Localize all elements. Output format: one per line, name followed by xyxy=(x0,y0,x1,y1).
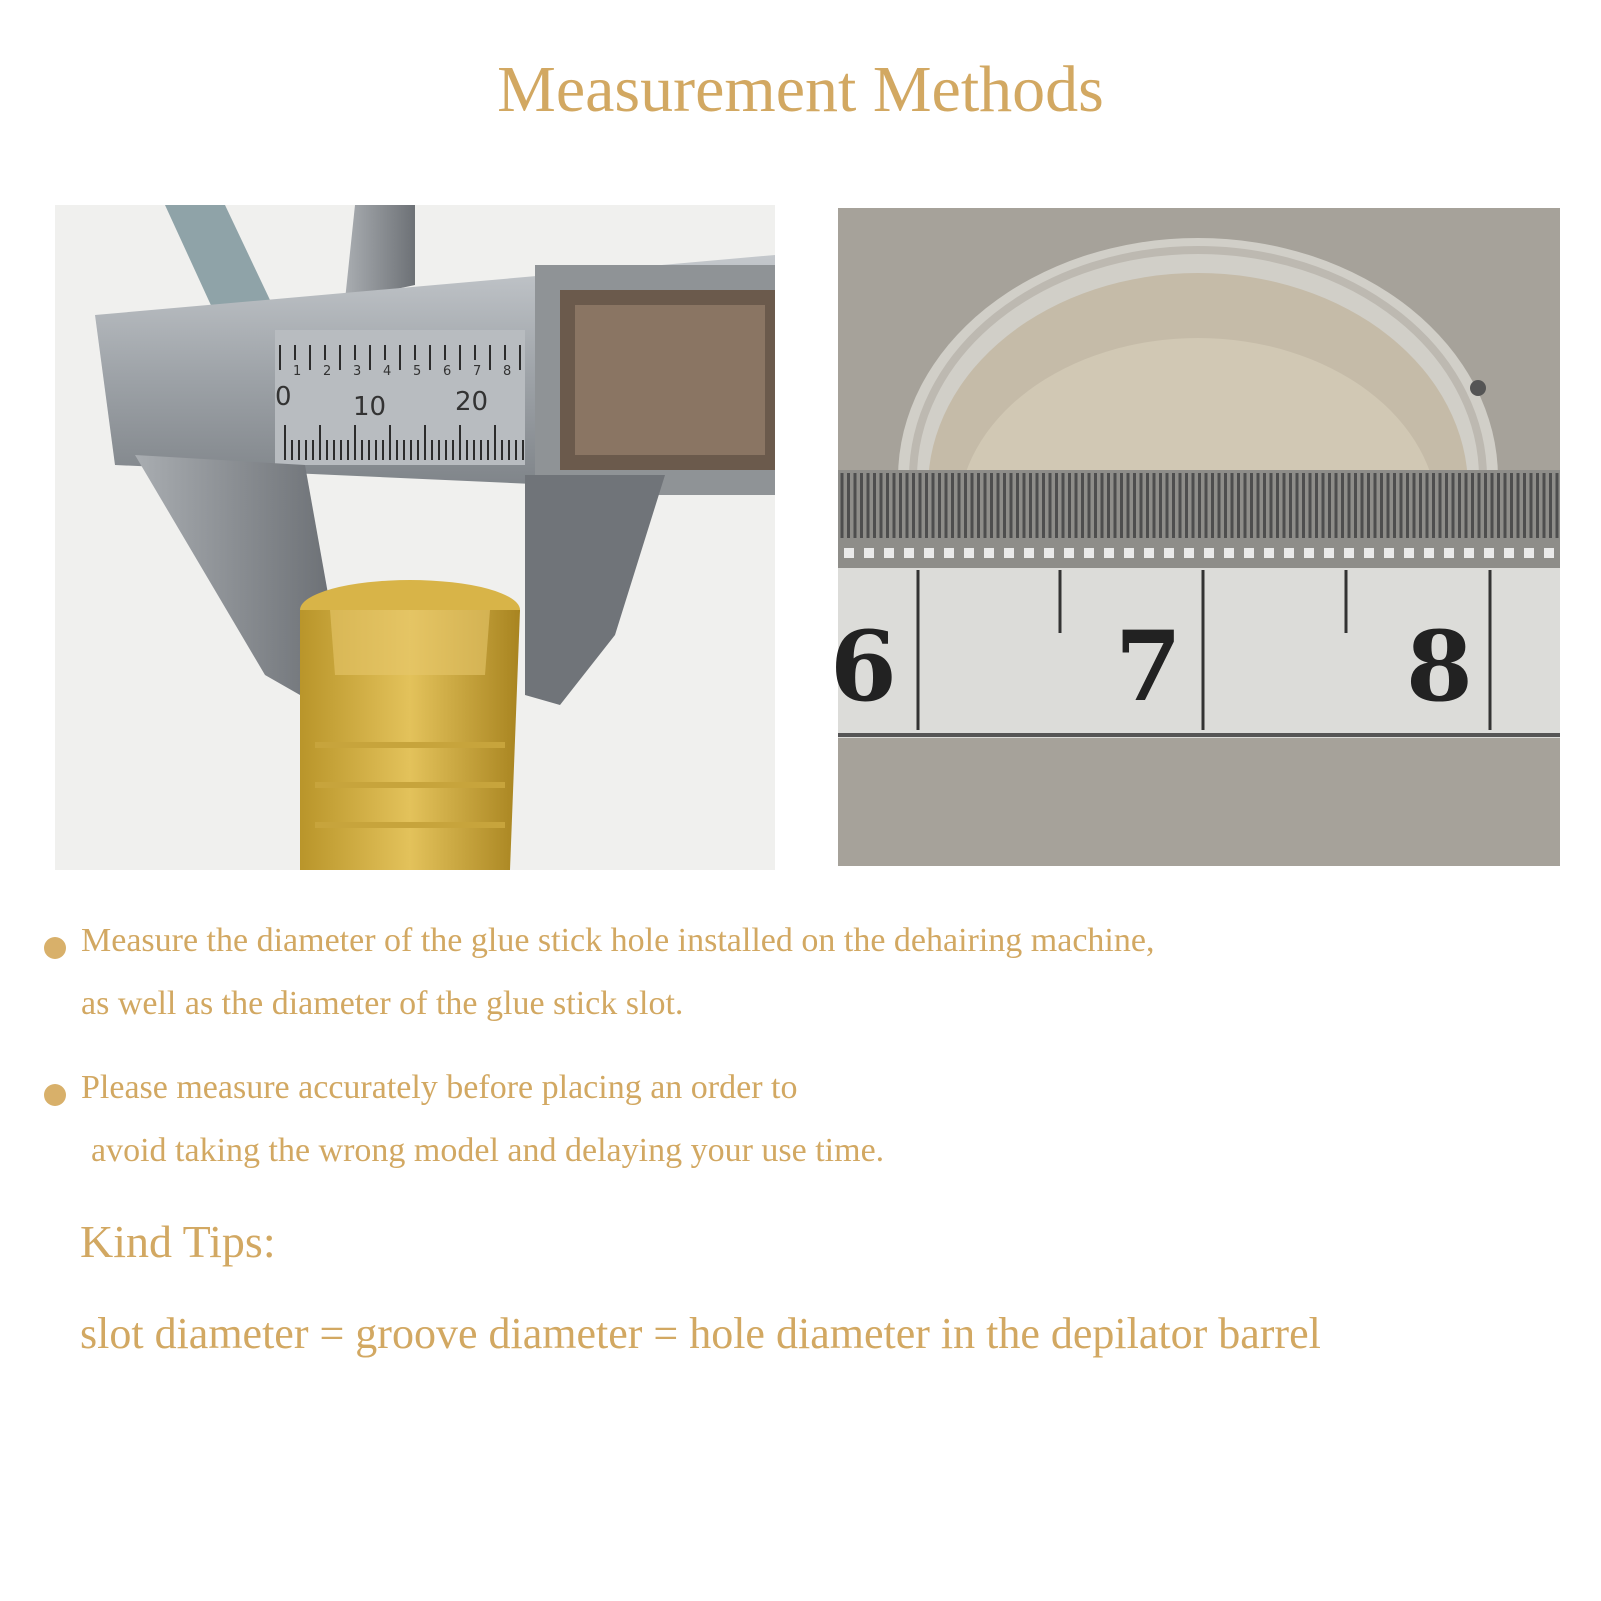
ruler-dot xyxy=(1344,548,1354,558)
bullet-text-line: as well as the diameter of the glue stick slot. xyxy=(81,985,684,1022)
ruler-dot xyxy=(864,548,874,558)
ruler-dot xyxy=(1424,548,1434,558)
ruler-dot xyxy=(1264,548,1274,558)
ruler-dot xyxy=(1504,548,1514,558)
ruler-dot xyxy=(884,548,894,558)
bullet-text-line: Measure the diameter of the glue stick hole installed on the dehairing machine, xyxy=(81,922,1155,959)
ruler-dot xyxy=(1444,548,1454,558)
ruler-dot xyxy=(964,548,974,558)
ruler-dot xyxy=(1464,548,1474,558)
bullet-text-line: Please measure accurately before placing an order to xyxy=(81,1069,798,1106)
ruler-dot xyxy=(1384,548,1394,558)
ruler-dot xyxy=(1224,548,1234,558)
vernier-digit: 1 xyxy=(293,364,302,379)
ruler-dot xyxy=(1544,548,1554,558)
ruler-dot xyxy=(1124,548,1134,558)
ruler-dot xyxy=(1324,548,1334,558)
ruler-dot xyxy=(1184,548,1194,558)
ruler-dot xyxy=(1304,548,1314,558)
vernier-digit: 8 xyxy=(503,364,512,379)
bullet-dot-icon xyxy=(44,1084,66,1106)
tips-heading: Kind Tips: xyxy=(80,1216,276,1267)
ruler-dot xyxy=(1244,548,1254,558)
ruler-dot xyxy=(1044,548,1054,558)
ruler-dot xyxy=(1164,548,1174,558)
ruler-photo xyxy=(830,208,1560,866)
bullet-dot-icon xyxy=(44,937,66,959)
ruler-dot xyxy=(1064,548,1074,558)
ruler-dot xyxy=(1004,548,1014,558)
page-title: Measurement Methods xyxy=(497,53,1104,126)
vernier-digit: 5 xyxy=(413,364,422,379)
ruler-digit-7: 7 xyxy=(1115,610,1182,723)
ruler-dot xyxy=(984,548,994,558)
ruler-digit-6: 6 xyxy=(830,610,897,723)
vernier-digit: 3 xyxy=(353,364,362,379)
ruler-dot xyxy=(1284,548,1294,558)
ruler-dot xyxy=(1024,548,1034,558)
vernier-digit: 6 xyxy=(443,364,452,379)
ruler-digit-8: 8 xyxy=(1406,610,1473,723)
caliper-digit-0: 0 xyxy=(275,382,292,412)
ruler-dot xyxy=(1364,548,1374,558)
ruler-dot xyxy=(904,548,914,558)
ruler-dot xyxy=(844,548,854,558)
tips-formula: slot diameter = groove diameter = hole diameter in the depilator barrel xyxy=(80,1309,1321,1358)
bullet-text-line: avoid taking the wrong model and delaying your use time. xyxy=(91,1132,885,1169)
vernier-digit: 2 xyxy=(323,364,332,379)
ruler-dot xyxy=(1404,548,1414,558)
ruler-dot xyxy=(1144,548,1154,558)
ruler-dot xyxy=(944,548,954,558)
ruler-dot xyxy=(1484,548,1494,558)
ruler-dot xyxy=(1204,548,1214,558)
vernier-digit: 7 xyxy=(473,364,482,379)
caliper-digit-10: 10 xyxy=(353,392,387,422)
ruler-dot xyxy=(1524,548,1534,558)
vernier-digit: 4 xyxy=(383,364,392,379)
caliper-photo xyxy=(55,205,775,870)
ruler-dot xyxy=(1104,548,1114,558)
ruler-dot xyxy=(1084,548,1094,558)
ruler-dot xyxy=(924,548,934,558)
caliper-digit-20: 20 xyxy=(455,387,489,417)
